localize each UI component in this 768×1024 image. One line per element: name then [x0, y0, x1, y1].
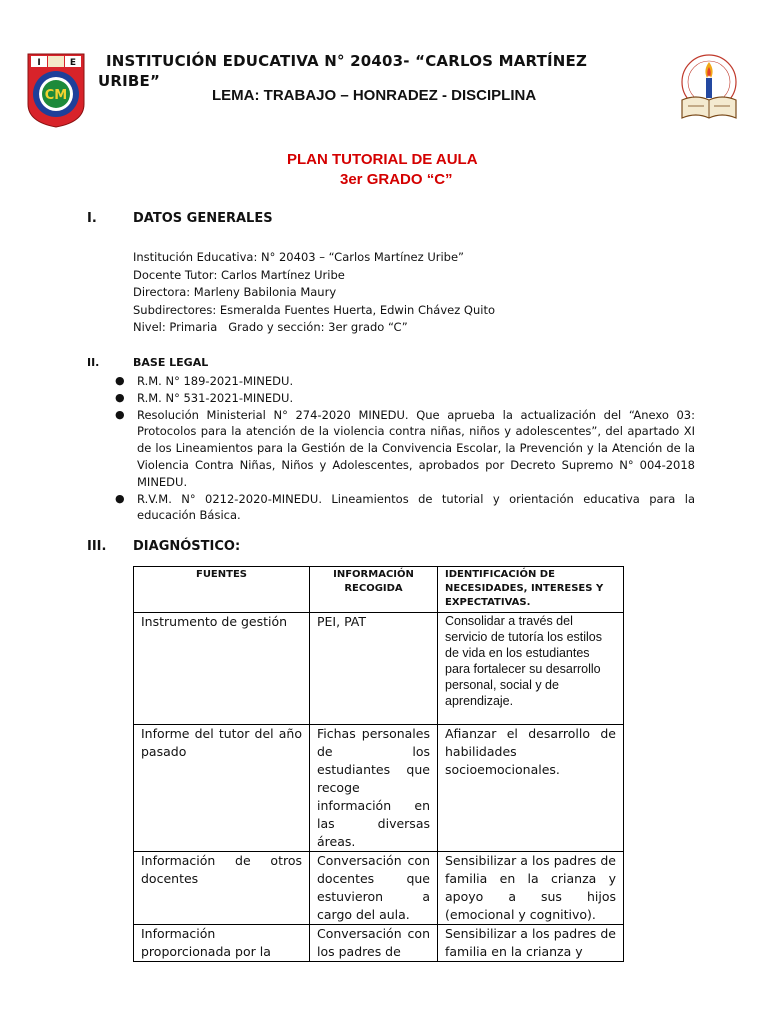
- legal-item-text: Resolución Ministerial N° 274-2020 MINEDU. Que aprueba la actualización del “Anexo 03: Protocolos para la atención de la violencia contra niñas, niños y adolescentes”, del apartado XI de los Lineamientos para la Gestión de la Convivencia Escolar, la Prevención y la Atención de la Violencia Contra Niñas, Niños y Adolescentes, aprobados por Decreto Supremo N° 004-2018 MINEDU.: [137, 407, 695, 489]
- list-item: [113, 390, 695, 407]
- table-cell: Conversación con docentes que estuvieron a cargo del aula.: [310, 852, 438, 925]
- legal-item-text: R.M. N° 189-2021-MINEDU.: [137, 374, 294, 388]
- table-cell: Información proporcionada por la: [134, 925, 310, 962]
- section-diagnosis-title: DIAGNÓSTICO:: [133, 539, 241, 554]
- bullet-icon: ●: [115, 390, 125, 404]
- table-cell: PEI, PAT: [310, 613, 438, 725]
- document-title: PLAN TUTORIAL DE AULA: [287, 151, 478, 168]
- diagnosis-table: [133, 566, 624, 962]
- section-legal-number: II.: [87, 356, 100, 369]
- table-cell: Sensibilizar a los padres de familia en la crianza y: [438, 925, 624, 962]
- column-header: IDENTIFICACIÓN DE NECESIDADES, INTERESES Y EXPECTATIVAS.: [438, 567, 624, 613]
- table-cell: Informe del tutor del año pasado: [134, 725, 310, 852]
- table-row: [134, 852, 624, 925]
- school-motto: LEMA: TRABAJO – HONRADEZ - DISCIPLINA: [212, 87, 537, 104]
- list-item: [113, 407, 695, 491]
- legal-item-text: R.V.M. N° 0212-2020-MINEDU. Lineamientos de tutorial y orientación educativa para la educación Básica.: [137, 491, 695, 523]
- general-line: Nivel: Primaria Grado y sección: 3er grado “C”: [133, 320, 408, 335]
- table-cell: Consolidar a través del servicio de tutoría los estilos de vida en los estudiantes para fortalecer su desarrollo personal, social y de aprendizaje.: [438, 613, 624, 725]
- table-cell: Conversación con los padres de: [310, 925, 438, 962]
- list-item: [113, 491, 695, 525]
- table-cell: Fichas personales de los estudiantes que recoge información en las diversas áreas.: [310, 725, 438, 852]
- section-general-title: DATOS GENERALES: [133, 211, 273, 226]
- bullet-icon: ●: [115, 491, 125, 505]
- school-shield-logo: [26, 52, 86, 128]
- ugel-torch-book-logo: [676, 52, 742, 126]
- general-line: Institución Educativa: N° 20403 – “Carlos Martínez Uribe”: [133, 250, 464, 264]
- list-item: [113, 373, 695, 390]
- bullet-icon: ●: [115, 374, 125, 387]
- logo-letter-left: I: [37, 58, 41, 68]
- section-diagnosis-number: III.: [87, 539, 107, 554]
- legal-item-text: R.M. N° 531-2021-MINEDU.: [137, 390, 294, 405]
- general-line: Docente Tutor: Carlos Martínez Uribe: [133, 267, 345, 282]
- table-cell: Sensibilizar a los padres de familia en la crianza y apoyo a sus hijos (emocional y cognitivo).: [438, 852, 624, 925]
- logo-monogram: CM: [44, 88, 68, 103]
- general-data-list: [133, 249, 495, 337]
- general-line: Subdirectores: Esmeralda Fuentes Huerta, Edwin Chávez Quito: [133, 302, 495, 317]
- table-row: [134, 613, 624, 725]
- table-row: [134, 725, 624, 852]
- table-cell: Información de otros docentes: [134, 852, 310, 925]
- school-name: INSTITUCIÓN EDUCATIVA N° 20403- “CARLOS MARTÍNEZ URIBE”: [98, 52, 588, 90]
- bullet-icon: ●: [115, 407, 125, 421]
- table-cell: Instrumento de gestión: [134, 613, 310, 725]
- legal-list: [113, 373, 695, 524]
- general-line: Directora: Marleny Babilonia Maury: [133, 285, 337, 300]
- table-cell: Afianzar el desarrollo de habilidades socioemocionales.: [438, 725, 624, 852]
- logo-letter-right: E: [69, 58, 77, 68]
- section-legal-title: BASE LEGAL: [133, 356, 209, 369]
- document-subtitle: 3er GRADO “C”: [340, 171, 453, 188]
- table-row: [134, 925, 624, 962]
- column-header: FUENTES: [134, 567, 310, 613]
- column-header: INFORMACIÓN RECOGIDA: [310, 567, 438, 613]
- section-general-number: I.: [87, 211, 97, 226]
- table-header-row: [134, 567, 624, 613]
